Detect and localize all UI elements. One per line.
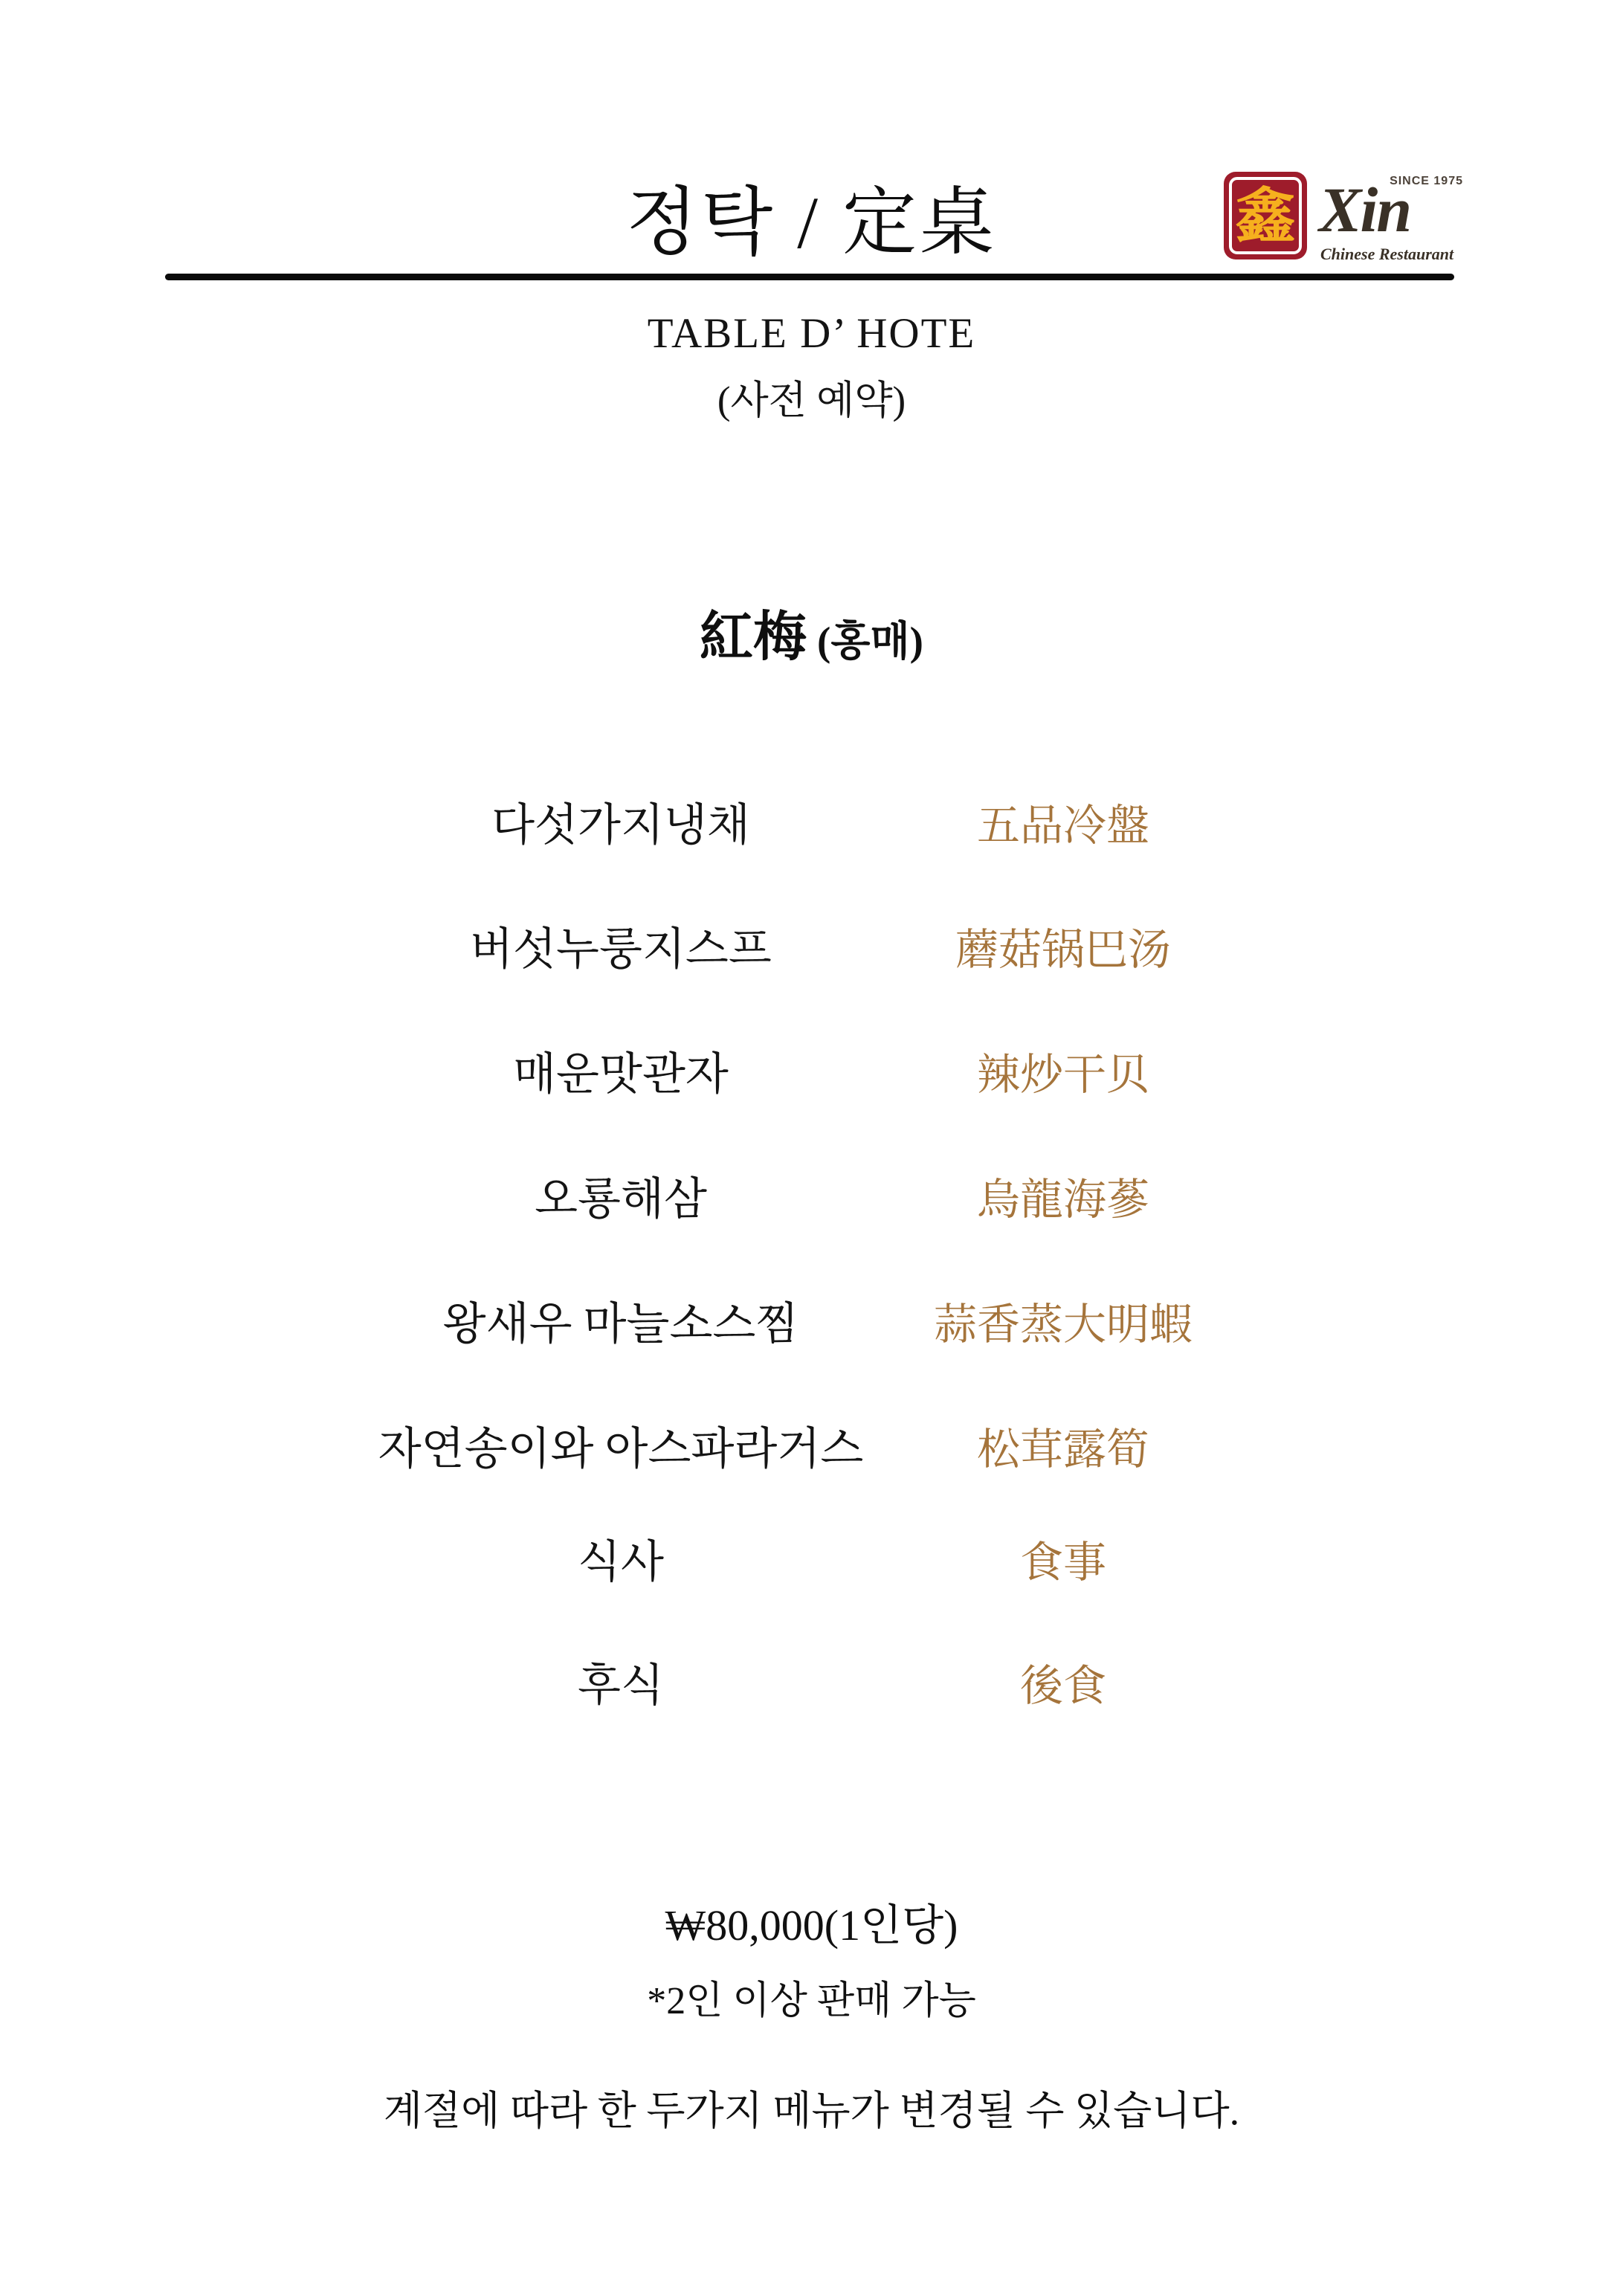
item-korean: 오룡해삼 (535, 1175, 707, 1224)
item-chinese: 松茸露筍 (976, 1425, 1150, 1474)
item-korean: 버섯누룽지스프 (470, 925, 772, 974)
since-badge: SINCE 1975 (1390, 175, 1463, 187)
item-chinese: 烏龍海蔘 (976, 1176, 1150, 1224)
item-korean: 왕새우 마늘소스찜 (442, 1300, 799, 1349)
item-chinese: 食事 (1019, 1538, 1107, 1587)
seal-character: 鑫 (1236, 184, 1295, 250)
menu-row (0, 1291, 1623, 1350)
menu-row (0, 1416, 1623, 1475)
seasonal-change-note: 계절에 따라 한 두가지 메뉴가 변경될 수 있습니다. (383, 2089, 1240, 2133)
menu-row (0, 1166, 1623, 1225)
course-name-hanja: 紅梅 (700, 607, 807, 667)
menu-row (0, 1041, 1623, 1100)
menu-row (0, 1529, 1623, 1588)
price-condition: *2인 이상 판매 가능 (647, 1980, 976, 2022)
brand-name: Xin (1319, 174, 1411, 245)
menu-row (0, 792, 1623, 851)
subtitle-reservation-note: (사전 예약) (717, 379, 906, 422)
brand-subtitle: Chinese Restaurant (1320, 245, 1454, 263)
item-korean: 자연송이와 아스파라거스 (378, 1425, 864, 1474)
item-korean: 식사 (578, 1538, 664, 1587)
course-name-korean: (홍매) (817, 619, 923, 664)
item-korean: 매운맛관자 (513, 1050, 729, 1099)
menu-row (0, 916, 1623, 976)
item-chinese: 辣炒干贝 (976, 1051, 1150, 1099)
item-korean: 후식 (578, 1661, 664, 1710)
menu-row (0, 1652, 1623, 1712)
item-chinese: 後食 (1019, 1662, 1107, 1710)
item-chinese: 五品冷盤 (976, 802, 1150, 850)
item-korean: 다섯가지냉채 (491, 801, 750, 850)
price-per-person: ₩80,000(1인당) (665, 1901, 958, 1950)
item-chinese: 蒜香蒸大明蝦 (933, 1300, 1193, 1349)
item-chinese: 蘑菇锅巴汤 (955, 926, 1172, 974)
page-title: 정탁 / 定桌 (626, 181, 997, 264)
subtitle-english: TABLE D’ HOTE (647, 310, 976, 357)
